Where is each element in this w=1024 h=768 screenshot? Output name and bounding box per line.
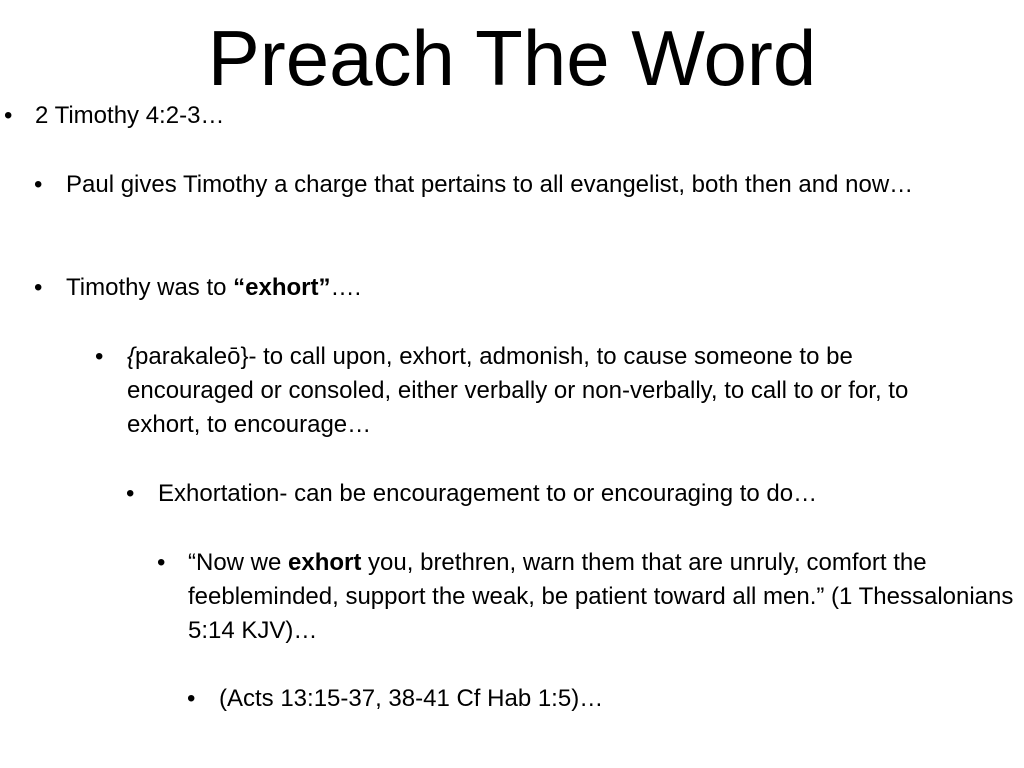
greek-word: parakaleō — [135, 343, 241, 370]
list-item-level-4 — [158, 477, 998, 511]
emphasis-text: exhort — [288, 549, 362, 576]
item-text: 2 Timothy 4:2-3… — [35, 102, 225, 129]
bullet-icon: • — [34, 171, 43, 198]
bullet-icon: • — [126, 480, 135, 507]
slide-title: Preach The Word — [207, 14, 817, 102]
item-text: Exhortation- can be encouragement to or encouraging to do… — [158, 480, 818, 507]
list-item-level-6 — [219, 682, 999, 716]
item-text: Paul gives Timothy a charge that pertains to all evangelist, both then and now… — [66, 171, 914, 198]
item-text: …. — [330, 274, 362, 301]
item-text: Timothy was to — [66, 274, 234, 301]
list-item-level-2 — [66, 271, 986, 305]
bullet-icon: • — [187, 685, 196, 712]
list-item-level-2 — [66, 168, 986, 202]
list-item-level-3 — [127, 340, 977, 442]
bullet-icon: • — [95, 343, 104, 370]
bullet-icon: • — [4, 102, 13, 129]
item-text: you, brethren, warn them that are unruly, comfort the feebleminded, support the weak, be patient toward all men.” (1 Thessalonians 5:14 KJV)… — [188, 549, 1014, 644]
bullet-icon: • — [34, 274, 43, 301]
brace-text: { — [127, 343, 136, 370]
item-text: “Now we — [188, 549, 289, 576]
item-text: (Acts 13:15-37, 38-41 Cf Hab 1:5)… — [219, 685, 604, 712]
emphasis-text: “exhort” — [233, 274, 331, 301]
list-item-level-1 — [35, 99, 995, 133]
list-item-level-5 — [188, 546, 1018, 648]
bullet-icon: • — [157, 549, 166, 576]
item-text: }- to call upon, exhort, admonish, to cause someone to be encouraged or consoled, either verbally or non-verbally, to call to or for, to exhort, to encourage… — [127, 343, 909, 438]
